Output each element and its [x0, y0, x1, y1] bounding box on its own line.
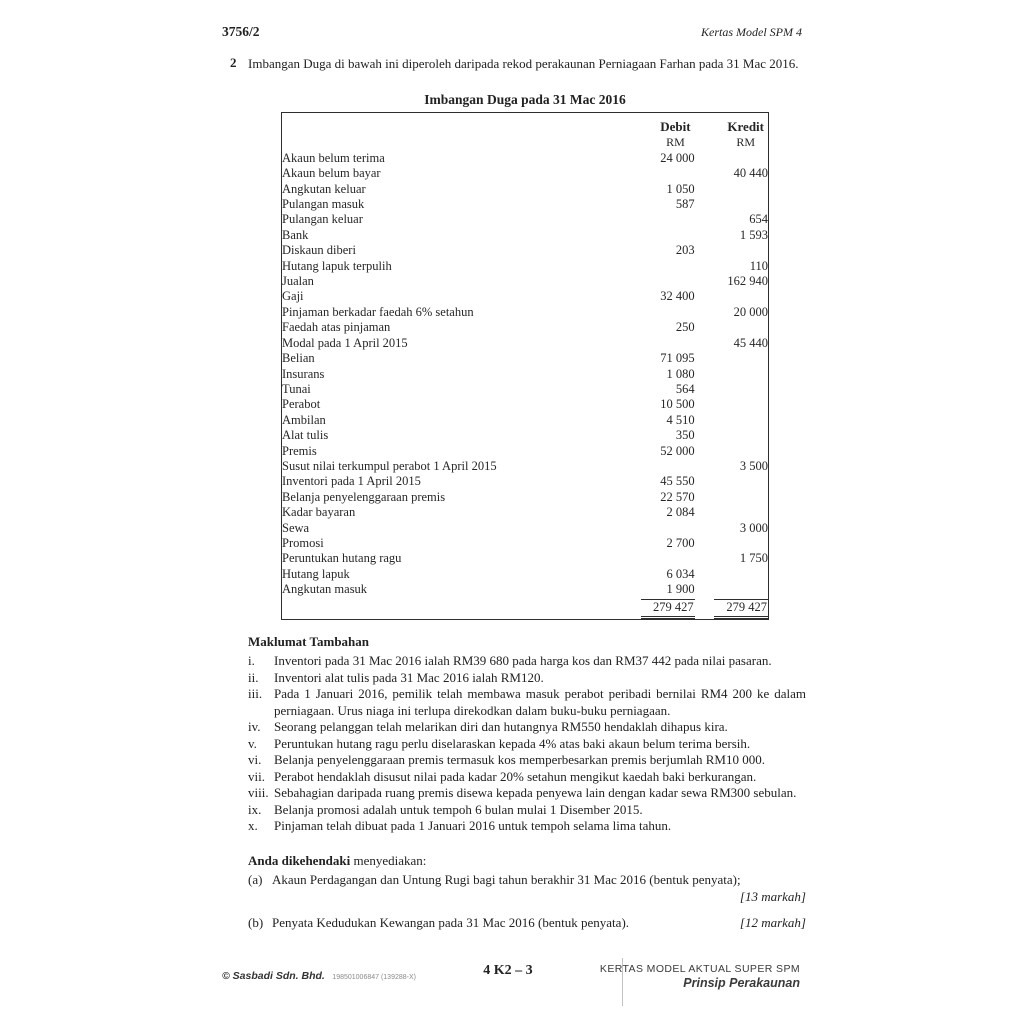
trial-balance-row — [282, 289, 769, 304]
publisher-credit — [222, 966, 416, 984]
kredit-label: Kredit — [727, 119, 764, 134]
debit-amount: 24 000 — [660, 150, 695, 165]
trial-balance-row — [282, 259, 769, 274]
debit-amount — [600, 459, 695, 474]
debit-amount: 45 550 — [660, 474, 695, 489]
note-numeral: vii. — [248, 768, 265, 784]
account-name: Jualan — [282, 274, 314, 289]
note-numeral: iii. — [248, 686, 263, 701]
kredit-amount: 40 440 — [733, 166, 768, 181]
account-name: Ambilan — [282, 412, 326, 427]
note-item — [248, 670, 806, 687]
note-numeral: iv. — [248, 719, 261, 734]
note-item — [248, 719, 806, 736]
note-numeral: ii. — [248, 669, 259, 685]
kredit-amount — [695, 367, 769, 382]
account-name: Belanja penyelenggaraan premis — [282, 489, 446, 504]
trial-balance-row — [282, 212, 769, 227]
note-numeral: vi. — [248, 752, 262, 767]
trial-balance-row — [282, 551, 769, 566]
trial-balance-row — [282, 444, 769, 459]
account-name: Faedah atas pinjaman — [282, 320, 391, 335]
kredit-amount — [695, 197, 769, 212]
note-numeral: viii. — [248, 785, 269, 800]
account-name: Kadar bayaran — [282, 505, 356, 520]
note-numeral: i. — [248, 653, 255, 668]
trial-balance-row — [282, 521, 769, 536]
note-item — [248, 802, 806, 819]
task-letter: (a) — [248, 872, 263, 887]
note-text: Pada 1 Januari 2016, pemilik telah membawa masuk perabot peribadi bernilai RM4 200 ke dalam perniagaan. Urus niaga ini terlupa direkodkan dalam buku-buku perniagaan. — [274, 686, 806, 718]
trial-balance-table — [281, 112, 769, 620]
account-name: Belian — [282, 351, 315, 366]
task-text: Penyata Kedudukan Kewangan pada 31 Mac 2016 (bentuk penyata). — [272, 915, 630, 930]
trial-balance-row — [282, 197, 769, 212]
account-name: Akaun belum bayar — [282, 166, 381, 181]
debit-amount — [600, 551, 695, 566]
debit-amount: 71 095 — [660, 351, 695, 366]
required-heading-rest: menyediakan: — [350, 853, 427, 868]
account-name: Perabot — [282, 397, 321, 412]
book-title-block — [600, 962, 800, 991]
kredit-amount: 1 593 — [739, 227, 768, 242]
question-number: 2 — [230, 55, 237, 70]
debit-amount: 1 900 — [666, 582, 695, 597]
total-kredit: 279 427 — [714, 599, 768, 619]
book-subject: Prinsip Perakaunan — [683, 976, 800, 990]
trial-balance-row — [282, 274, 769, 289]
task-marks: [12 markah] — [739, 915, 806, 930]
trial-balance-row — [282, 336, 769, 351]
debit-amount — [600, 228, 695, 243]
publisher-registration: 198501006847 (139288-X) — [332, 974, 416, 981]
additional-information-heading: Maklumat Tambahan — [248, 634, 370, 649]
kredit-column-header — [695, 113, 769, 151]
required-heading-bold: Anda dikehendaki — [248, 853, 351, 868]
paper-code: 3756/2 — [222, 24, 260, 39]
debit-amount: 1 050 — [666, 181, 695, 196]
debit-amount: 2 084 — [666, 505, 695, 520]
note-text: Inventori alat tulis pada 31 Mac 2016 ialah RM120. — [274, 669, 544, 685]
account-name: Pulangan keluar — [282, 212, 363, 227]
book-series-title: KERTAS MODEL AKTUAL SUPER SPM — [599, 963, 800, 975]
account-name: Angkutan masuk — [282, 582, 368, 597]
kredit-amount — [695, 474, 769, 489]
trial-balance-title: Imbangan Duga pada 31 Mac 2016 — [424, 92, 626, 107]
kredit-amount — [695, 351, 769, 366]
note-text: Pinjaman telah dibuat pada 1 Januari 2016 untuk tempoh selama lima tahun. — [274, 818, 672, 833]
note-numeral: v. — [248, 735, 257, 751]
page-header — [222, 24, 802, 40]
debit-label: Debit — [660, 119, 691, 134]
kredit-amount: 3 000 — [739, 520, 768, 535]
task-row — [248, 871, 806, 888]
required-tasks-heading — [248, 852, 806, 869]
debit-amount — [600, 305, 695, 320]
question-2 — [230, 55, 806, 72]
kredit-amount: 162 940 — [727, 274, 768, 289]
account-name: Insurans — [282, 366, 325, 381]
note-item — [248, 769, 806, 786]
trial-balance-row — [282, 351, 769, 366]
debit-amount — [600, 259, 695, 274]
account-name: Pulangan masuk — [282, 197, 365, 212]
trial-balance-row — [282, 459, 769, 474]
kredit-amount — [695, 382, 769, 397]
account-name: Inventori pada 1 April 2015 — [282, 474, 421, 489]
debit-amount: 250 — [675, 320, 695, 335]
account-name: Hutang lapuk terpulih — [282, 258, 392, 273]
debit-amount: 10 500 — [660, 397, 695, 412]
kredit-amount: 654 — [749, 212, 768, 227]
page-footer — [222, 958, 802, 1010]
required-tasks-section — [248, 852, 806, 940]
note-text: Seorang pelanggan telah melarikan diri dan hutangnya RM550 hendaklah dihapus kira. — [274, 719, 728, 734]
trial-balance-row — [282, 505, 769, 520]
trial-balance-row — [282, 490, 769, 505]
kredit-amount: 3 500 — [739, 458, 768, 473]
trial-balance-row — [282, 382, 769, 397]
debit-amount — [600, 166, 695, 181]
task-item — [248, 914, 806, 931]
kredit-amount — [695, 151, 769, 166]
kredit-amount — [695, 413, 769, 428]
task-row — [248, 914, 806, 931]
account-column-header — [282, 113, 600, 151]
account-name: Susut nilai terkumpul perabot 1 April 2015 — [282, 458, 497, 473]
trial-balance-row — [282, 397, 769, 412]
account-name: Angkutan keluar — [282, 181, 366, 196]
kredit-amount — [695, 444, 769, 459]
debit-amount: 52 000 — [660, 443, 695, 458]
account-name: Premis — [282, 443, 317, 458]
account-name: Bank — [282, 227, 309, 242]
trial-balance-row — [282, 428, 769, 443]
kredit-amount — [695, 320, 769, 335]
account-name: Alat tulis — [282, 428, 329, 443]
kredit-amount: 20 000 — [733, 304, 768, 319]
account-name: Modal pada 1 April 2015 — [282, 335, 408, 350]
note-item — [248, 785, 806, 802]
trial-balance-row — [282, 166, 769, 181]
note-item — [248, 752, 806, 769]
debit-amount: 587 — [675, 197, 695, 212]
kredit-amount — [695, 505, 769, 520]
kredit-amount: 1 750 — [739, 551, 768, 566]
note-item — [248, 818, 806, 835]
kredit-amount — [695, 397, 769, 412]
account-name: Pinjaman berkadar faedah 6% setahun — [282, 304, 474, 319]
kredit-amount — [695, 567, 769, 582]
debit-amount — [600, 212, 695, 227]
note-item — [248, 686, 806, 719]
trial-balance-header-row — [282, 113, 769, 151]
note-numeral: x. — [248, 818, 258, 833]
account-name: Akaun belum terima — [282, 150, 385, 165]
account-name: Promosi — [282, 535, 324, 550]
publisher-name: © Sasbadi Sdn. Bhd. — [222, 970, 325, 982]
trial-balance-row — [282, 582, 769, 597]
task-item — [248, 871, 806, 905]
paper-series-label: Kertas Model SPM 4 — [701, 25, 802, 39]
kredit-amount — [695, 582, 769, 597]
note-numeral: ix. — [248, 801, 262, 817]
task-marks: [13 markah] — [739, 889, 806, 904]
debit-column-header — [600, 113, 695, 151]
kredit-amount — [695, 243, 769, 258]
kredit-amount — [695, 428, 769, 443]
debit-amount — [600, 336, 695, 351]
note-text: Sebahagian daripada ruang premis disewa kepada penyewa lain dengan kadar sewa RM300 sebulan. — [274, 785, 797, 800]
trial-balance-row — [282, 182, 769, 197]
trial-balance-total-row — [282, 598, 769, 620]
kredit-amount — [695, 182, 769, 197]
debit-amount: 1 080 — [666, 366, 695, 381]
kredit-amount — [695, 536, 769, 551]
task-letter: (b) — [248, 915, 264, 930]
debit-amount: 564 — [675, 381, 695, 396]
trial-balance-row — [282, 536, 769, 551]
total-debit: 279 427 — [641, 599, 695, 619]
trial-balance-row — [282, 243, 769, 258]
account-name: Peruntukan hutang ragu — [282, 551, 402, 566]
trial-balance-row — [282, 367, 769, 382]
task-text: Akaun Perdagangan dan Untung Rugi bagi tahun berakhir 31 Mac 2016 (bentuk penyata); — [272, 872, 741, 887]
debit-amount: 2 700 — [666, 535, 695, 550]
kredit-amount: 45 440 — [733, 335, 768, 350]
note-text: Perabot hendaklah disusut nilai pada kadar 20% setahun mengikut kaedah baki berkurangan. — [274, 768, 757, 784]
account-name: Hutang lapuk — [282, 566, 350, 581]
debit-amount: 22 570 — [660, 489, 695, 504]
additional-information-section — [248, 633, 806, 835]
page-code: 4 K2 – 3 — [483, 963, 533, 978]
note-text: Belanja penyelenggaraan premis termasuk kos memperbesarkan premis berjumlah RM10 000. — [274, 752, 765, 767]
kredit-amount: 110 — [749, 258, 768, 273]
note-text: Inventori pada 31 Mac 2016 ialah RM39 680 pada harga kos dan RM37 442 pada nilai pasaran. — [274, 653, 772, 668]
kredit-amount — [695, 490, 769, 505]
account-name: Gaji — [282, 289, 304, 304]
account-name: Diskaun diberi — [282, 243, 356, 258]
trial-balance-row — [282, 228, 769, 243]
note-item — [248, 653, 806, 670]
debit-amount — [600, 521, 695, 536]
kredit-amount — [695, 289, 769, 304]
trial-balance-row — [282, 567, 769, 582]
debit-amount: 32 400 — [660, 289, 695, 304]
debit-amount: 350 — [675, 428, 695, 443]
account-name: Tunai — [282, 381, 311, 396]
debit-amount: 4 510 — [666, 412, 695, 427]
trial-balance-row — [282, 151, 769, 166]
trial-balance-row — [282, 474, 769, 489]
debit-amount: 203 — [675, 243, 695, 258]
trial-balance-row — [282, 320, 769, 335]
debit-amount: 6 034 — [666, 566, 695, 581]
debit-currency-label: RM — [666, 135, 685, 150]
kredit-currency-label: RM — [736, 135, 756, 150]
trial-balance-row — [282, 305, 769, 320]
note-text: Belanja promosi adalah untuk tempoh 6 bulan mulai 1 Disember 2015. — [274, 801, 643, 817]
question-text: Imbangan Duga di bawah ini diperoleh daripada rekod perakaunan Perniagaan Farhan pada 31 Mac 2016. — [248, 56, 799, 71]
trial-balance-row — [282, 413, 769, 428]
account-name: Sewa — [282, 520, 310, 535]
debit-amount — [600, 274, 695, 289]
note-item — [248, 736, 806, 753]
note-text: Peruntukan hutang ragu perlu diselaraskan kepada 4% atas baki akaun belum terima bersih. — [274, 735, 751, 751]
